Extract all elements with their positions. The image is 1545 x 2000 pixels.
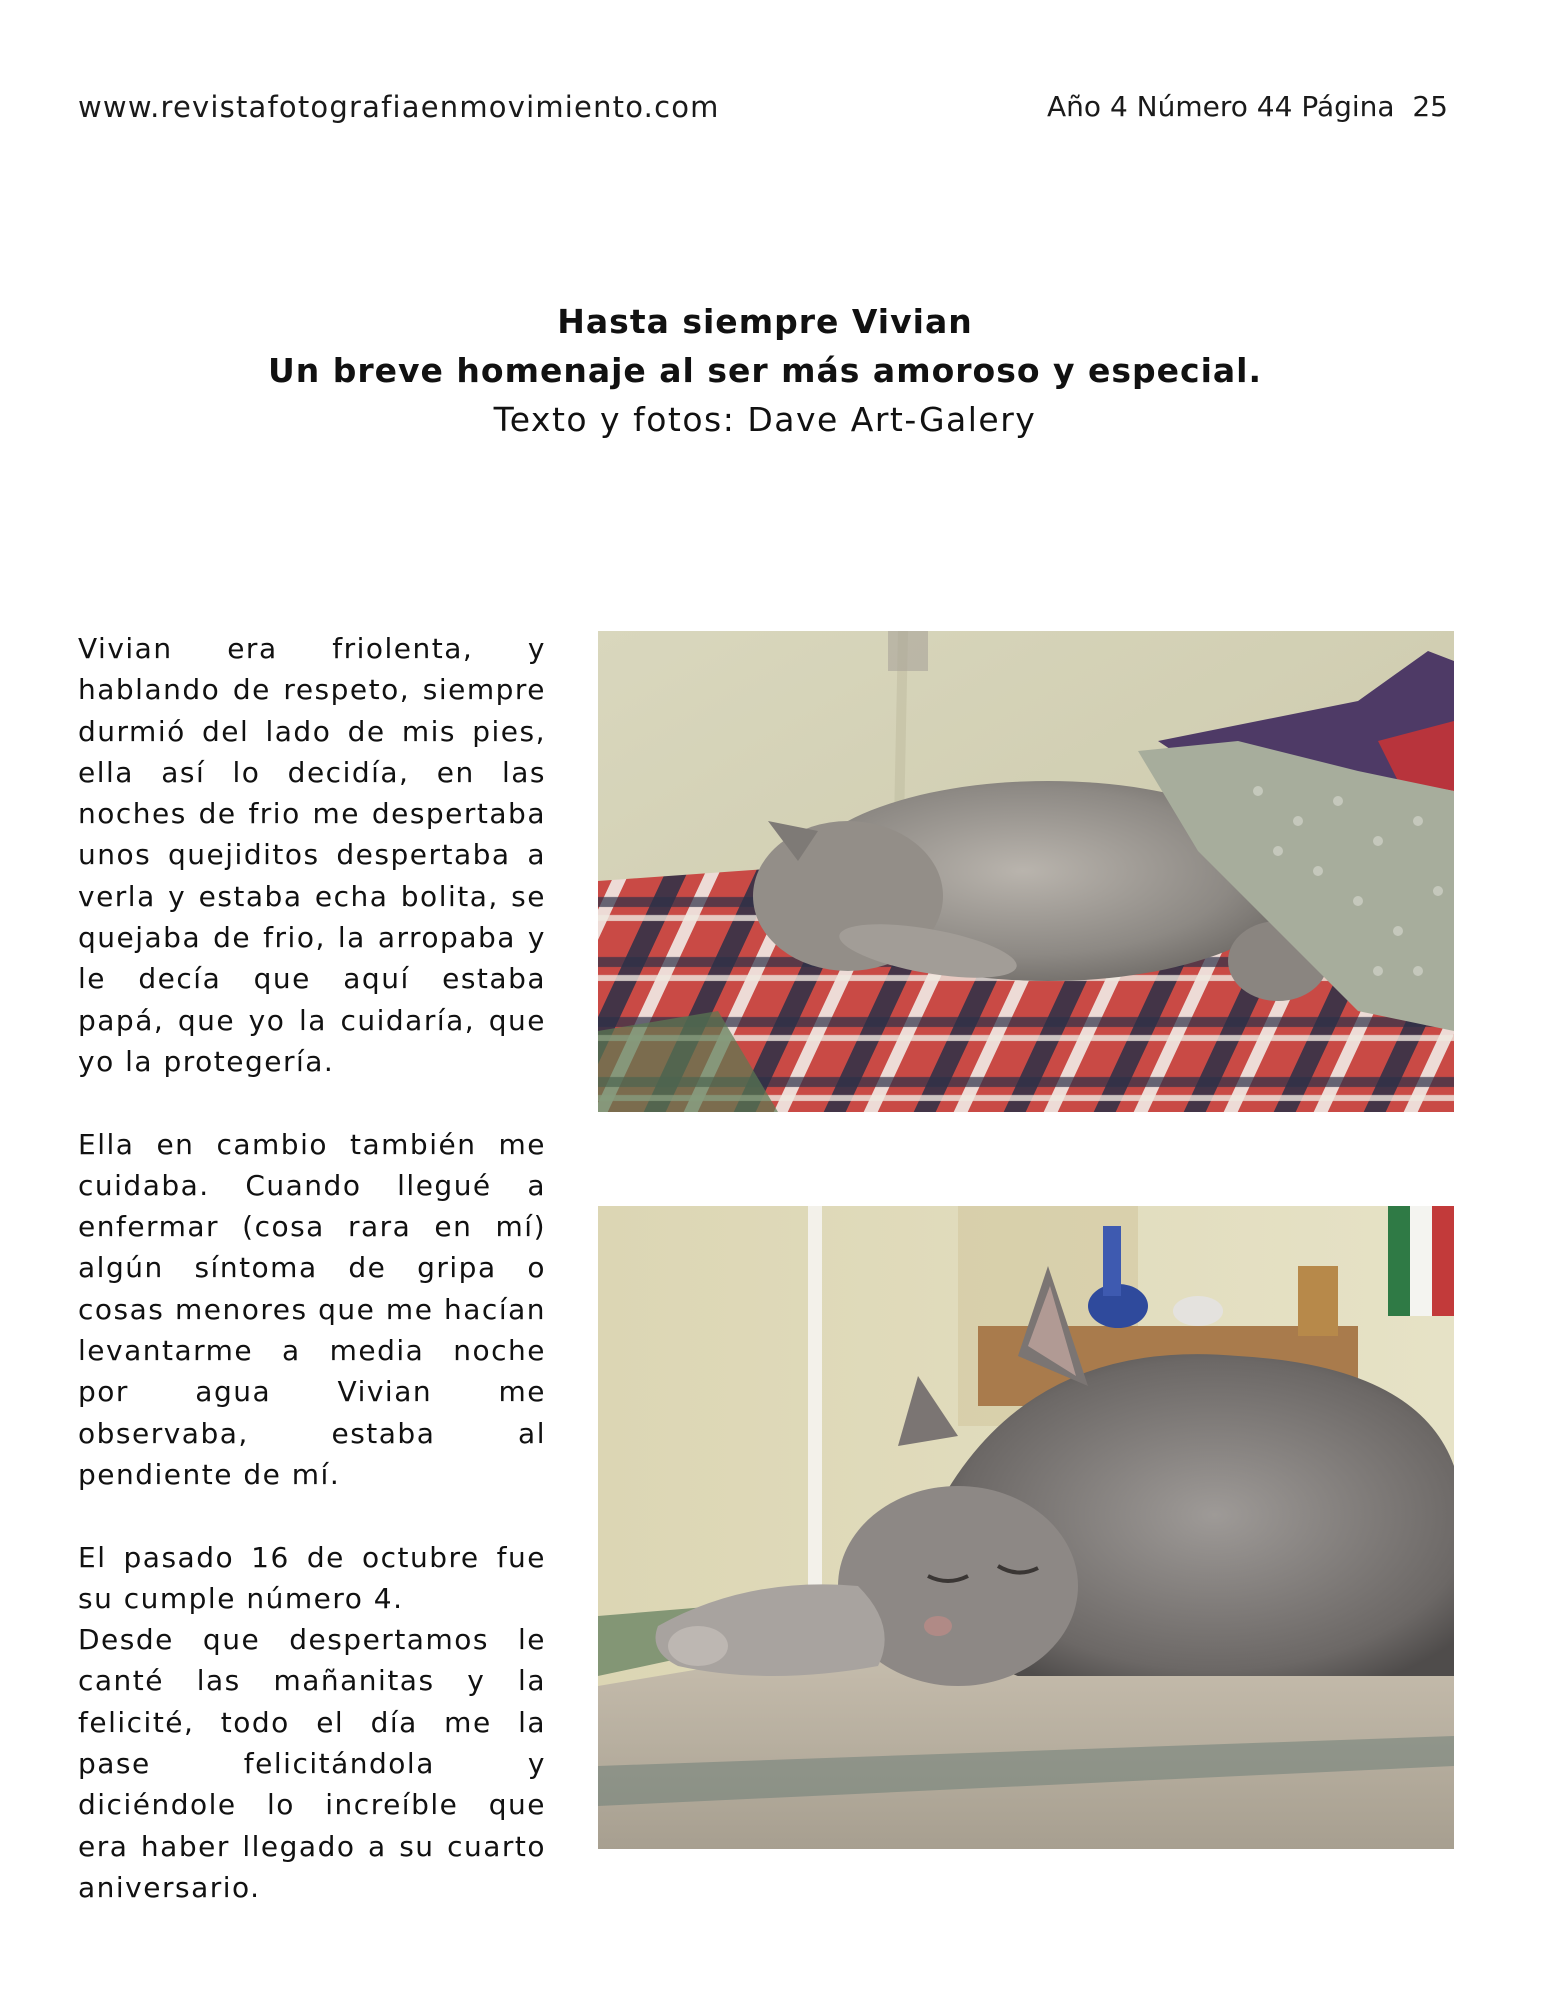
cat-photo-closeup [598,1206,1454,1849]
cat-photo-closeup-image [598,1206,1454,1849]
website-url: www.revistafotografiaenmovimiento.com [78,90,720,124]
issue-info: Año 4 Número 44 Página 25 [1047,90,1448,123]
article-title: Hasta siempre Vivian [557,302,973,341]
body-paragraph-1: Vivian era friolenta, y hablando de respeto, siempre durmió del lado de mis pies, ella así lo decidía, en las noches de frio me despertaba unos quejiditos despertaba a verla y estaba echa bolita, se quejaba de frio, la arropaba y le decía que aquí estaba papá, que yo la cuidaría, que yo la protegería. [78,632,546,1078]
body-paragraph-3: El pasado 16 de octubre fue su cumple número 4. [78,1540,546,1615]
article-body [78,628,546,1908]
cat-photo-plaid-blanket-image [598,631,1454,1112]
cat-photo-plaid-blanket [598,631,1454,1112]
article-subtitle: Un breve homenaje al ser más amoroso y especial. [267,351,1263,390]
article-credit: Texto y fotos: Dave Art-Galery [493,400,1037,439]
body-paragraph-4: Desde que despertamos le canté las mañanitas y la felicité, todo el día me la pase felicitándola y diciéndole lo increíble que era haber llegado a su cuarto aniversario. [78,1623,546,1904]
article-heading [0,297,1530,444]
body-paragraph-2: Ella en cambio también me cuidaba. Cuando llegué a enfermar (cosa rara en mí) algún síntoma de gripa o cosas menores que me hacían levantarme a media noche por agua Vivian me observaba, estaba al pendiente de mí. [78,1127,546,1491]
